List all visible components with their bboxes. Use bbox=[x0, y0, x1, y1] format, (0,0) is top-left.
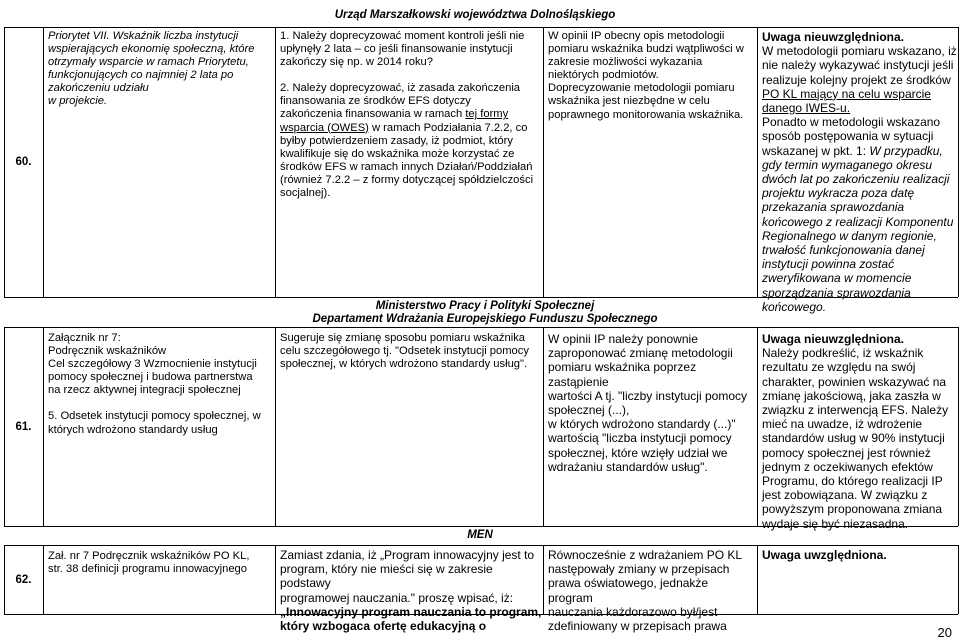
text-line: rezultatu ze względu na swój bbox=[762, 360, 916, 375]
text-line: zdefiniowany w przepisach prawa bbox=[548, 619, 727, 634]
text-line: Programu, do którego realizacji IP bbox=[762, 474, 943, 489]
text-line: następowały zmiany w przepisach bbox=[548, 562, 730, 577]
text-line: program, który nie mieści się w zakresie podstawy bbox=[280, 562, 493, 591]
text-line: wspierających ekonomię społeczną, które bbox=[48, 43, 255, 56]
text-line: 1. Należy doprecyzować moment kontroli jeśli nie bbox=[280, 30, 525, 42]
remark-content bbox=[280, 30, 542, 200]
underlined-text: danego IWES-u. bbox=[762, 101, 851, 116]
response-content bbox=[762, 548, 957, 562]
text-line: str. 38 definicji programu innowacyjnego bbox=[48, 563, 247, 576]
table-line bbox=[543, 545, 544, 614]
text-line: celu szczegółowego tj. "Odsetek instytucji pomocy bbox=[280, 345, 529, 358]
text-line: 5. Odsetek instytucji pomocy społecznej, w bbox=[48, 410, 261, 423]
text-line: dwóch lat po zakończeniu realizacji bbox=[762, 172, 950, 187]
underlined-text: tej formy bbox=[465, 108, 509, 121]
text-line: na rzecz aktywnej integracji społecznej bbox=[48, 384, 241, 397]
row-number: 61. bbox=[15, 421, 32, 433]
status-text: Uwaga uwzględniona. bbox=[762, 548, 887, 562]
text-line: realizuje kolejny projekt ze środków bbox=[762, 72, 951, 87]
text-line: Priorytet VII. Wskaźnik liczba instytucji bbox=[48, 30, 239, 42]
text-line: który wzbogaca ofertę edukacyjną o bbox=[280, 619, 487, 634]
table-line bbox=[43, 27, 44, 297]
institution-header-line: Departament Wdrażania Europejskiego Funduszu Społecznego bbox=[312, 313, 658, 326]
institution-header-line: Ministerstwo Pracy i Polityki Społecznej bbox=[375, 300, 595, 312]
text-line: sporządzania sprawozdania bbox=[762, 285, 911, 300]
text-line: socjalnej). bbox=[280, 187, 331, 200]
text-line: Zał. nr 7 Podręcznik wskaźników PO KL, bbox=[48, 550, 250, 562]
text-line bbox=[762, 144, 957, 158]
table-line bbox=[958, 27, 959, 297]
page-number: 20 bbox=[937, 625, 952, 640]
table-line bbox=[958, 327, 959, 526]
text-line: Ponadto w metodologii wskazano bbox=[762, 115, 941, 130]
text-line: których wdrożono standardy usług bbox=[48, 423, 218, 436]
text-line: Należy podkreślić, iż wskaźnik bbox=[762, 346, 924, 361]
table-line bbox=[958, 545, 959, 614]
text-line: w projekcie. bbox=[48, 95, 108, 108]
institution-header-men: MEN bbox=[467, 529, 493, 541]
text-line: upłynęły 2 lata – co jeśli finansowanie instytucji bbox=[280, 43, 513, 56]
text-line: zmianę jakościową, jaka zaszła w bbox=[762, 388, 941, 403]
text-line: sposób postępowania w sytuacji bbox=[762, 129, 934, 144]
text-line: byłby potwierdzeniem zasady, iż podmiot, który bbox=[280, 134, 513, 147]
text-line: programowej nauczania." proszę wpisać, iż: bbox=[280, 590, 514, 605]
text-line: wartości A tj. "liczby instytucji pomocy bbox=[548, 388, 747, 403]
text-run: wskazanej w pkt. 1: bbox=[762, 143, 870, 158]
text-line: W metodologii pomiaru wskazano, iż bbox=[762, 44, 957, 59]
table-line bbox=[4, 545, 958, 546]
text-line: Regionalnego w danym regionie, bbox=[762, 228, 937, 243]
text-line: środków EFS w ramach innych Działań/Poddziałań bbox=[280, 160, 533, 173]
table-line bbox=[4, 327, 958, 328]
text-line: 2. Należy doprecyzować, iż zasada zakończenia bbox=[280, 82, 521, 95]
text-line: instytucji powinna zostać bbox=[762, 257, 895, 272]
text-line: wskaźnika jest niezbędne w celu bbox=[548, 95, 710, 108]
table-line bbox=[757, 545, 758, 614]
text-run: w ramach Podziałania 7.2.2, co bbox=[368, 121, 528, 134]
text-line: jednym z oczekiwanych efektów bbox=[762, 459, 933, 474]
text-line: Zamiast zdania, iż „Program innowacyjny jest to bbox=[280, 548, 535, 562]
text-line: gdy termin wymaganego okresu bbox=[762, 157, 933, 172]
proposal-content bbox=[548, 30, 754, 122]
response-content bbox=[762, 332, 957, 531]
text-line: pomocy społecznej i budowa partnerstwa bbox=[48, 371, 253, 384]
table-line bbox=[757, 327, 758, 526]
text-line: zaproponować zmianę metodologii bbox=[548, 346, 733, 361]
text-line: Równocześnie z wdrażaniem PO KL bbox=[548, 548, 743, 562]
text-line: (również 7.2.2 – z formy dotyczącej spółdzielczości bbox=[280, 173, 534, 186]
text-line: związku z interwencją EFS. Należy bbox=[762, 403, 949, 418]
text-line: Załącznik nr 7: bbox=[48, 332, 121, 344]
institution-header-ministerstwo bbox=[275, 300, 695, 326]
underlined-text: wsparcia (OWES) bbox=[280, 121, 369, 134]
text-line: Doprecyzowanie metodologii pomiaru bbox=[548, 82, 735, 95]
text-line: nie należy wykazywać instytucji jeśli bbox=[762, 58, 954, 73]
row-number: 60. bbox=[15, 156, 32, 168]
table-line bbox=[43, 545, 44, 614]
text-line: powyższym proponowana zmiana bbox=[762, 502, 943, 517]
text-line: funkcjonujących co najmniej 2 lata po bbox=[48, 69, 234, 82]
table-line bbox=[757, 27, 758, 297]
text-line: poprawnego monitorowania wskaźnika. bbox=[548, 108, 744, 121]
text-line: społecznej (...), bbox=[548, 403, 630, 418]
text-line: zakresie możliwości wykazania bbox=[548, 56, 703, 69]
table-line bbox=[543, 27, 544, 297]
text-line: Cel szczegółowy 3 Wzmocnienie instytucji bbox=[48, 358, 257, 371]
table-line bbox=[275, 327, 276, 526]
proposal-content bbox=[548, 332, 752, 474]
text-run: zakończenia finansowania w ramach bbox=[280, 108, 466, 121]
text-line: społecznej, w których wdrożono standardy usług". bbox=[280, 358, 528, 371]
text-line: wydaje się być niezasadna. bbox=[762, 516, 909, 531]
text-line: mieć na uwadze, iż wdrożenie bbox=[762, 417, 923, 432]
text-line: charakter, powinien wskazywać na bbox=[762, 374, 947, 389]
status-text: Uwaga nieuwzględniona. bbox=[762, 332, 905, 346]
text-line: w których wdrożono standardy (...)" bbox=[548, 417, 736, 432]
text-line: Sugeruje się zmianę sposobu pomiaru wskaźnika bbox=[280, 332, 526, 344]
text-line: Podręcznik wskaźników bbox=[48, 345, 167, 358]
document-fragment bbox=[48, 30, 272, 109]
document-fragment bbox=[48, 332, 272, 437]
text-line: wdrażaniu standardów usług". bbox=[548, 459, 708, 474]
text-line: zakończeniu udziału bbox=[48, 82, 149, 95]
table-line bbox=[275, 27, 276, 297]
underlined-text: PO KL mający na celu wsparcie bbox=[762, 86, 931, 101]
text-line: zakończy się np. w 2014 roku? bbox=[280, 56, 433, 69]
row-number: 62. bbox=[15, 574, 32, 586]
text-line: trwałość funkcjonowania danej bbox=[762, 243, 925, 258]
text-line: niektórych podmiotów. bbox=[548, 69, 659, 82]
text-line: końcowego z realizacji Komponentu bbox=[762, 214, 954, 229]
text-line: W opinii IP należy ponownie bbox=[548, 332, 698, 346]
remark-content bbox=[280, 332, 542, 371]
text-line: wartością "liczba instytucji pomocy bbox=[548, 431, 732, 446]
table-line bbox=[4, 27, 958, 28]
text-line: projektu wykracza poza datę bbox=[762, 186, 915, 201]
text-line: społecznej, które wzięły udział we bbox=[548, 445, 728, 460]
text-line: W opinii IP obecny opis metodologii bbox=[548, 30, 725, 42]
text-line: otrzymały wsparcie w ramach Priorytetu, bbox=[48, 56, 249, 69]
table-line bbox=[43, 327, 44, 526]
document-fragment bbox=[48, 550, 272, 576]
proposal-content bbox=[548, 548, 754, 633]
text-line: kwalifikuje się do wskaźnika może korzystać ze bbox=[280, 147, 515, 160]
text-line: jest zobowiązana. W związku z bbox=[762, 488, 928, 503]
text-line: „Innowacyjny program nauczania to program, bbox=[280, 604, 542, 619]
text-line: standardów usług w 90% instytucji bbox=[762, 431, 945, 446]
table-line bbox=[275, 545, 276, 614]
text-line: zweryfikowana w momencie bbox=[762, 271, 912, 286]
text-line: finansowania ze środków EFS dotyczy bbox=[280, 95, 471, 108]
text-line: nauczania każdorazowo był/jest bbox=[548, 604, 718, 619]
italic-text: W przypadku, bbox=[869, 143, 943, 158]
text-line: pomiaru wskaźnika budzi wątpliwości w bbox=[548, 43, 744, 56]
text-line: przekazania sprawozdania bbox=[762, 200, 905, 215]
table-line bbox=[543, 327, 544, 526]
text-line bbox=[280, 108, 542, 121]
response-content bbox=[762, 30, 957, 314]
text-line: pomiaru wskaźnika poprzez zastąpienie bbox=[548, 360, 697, 389]
remark-content bbox=[280, 548, 542, 633]
text-line: końcowego. bbox=[762, 299, 827, 314]
institution-header-urzad: Urząd Marszałkowski województwa Dolnośląskiego bbox=[334, 9, 616, 21]
text-line: prawa oświatowego, jednakże program bbox=[548, 576, 709, 605]
text-line bbox=[280, 122, 542, 135]
text-line: pomocy społecznej jest również bbox=[762, 445, 931, 460]
status-text: Uwaga nieuwzględniona. bbox=[762, 30, 905, 44]
